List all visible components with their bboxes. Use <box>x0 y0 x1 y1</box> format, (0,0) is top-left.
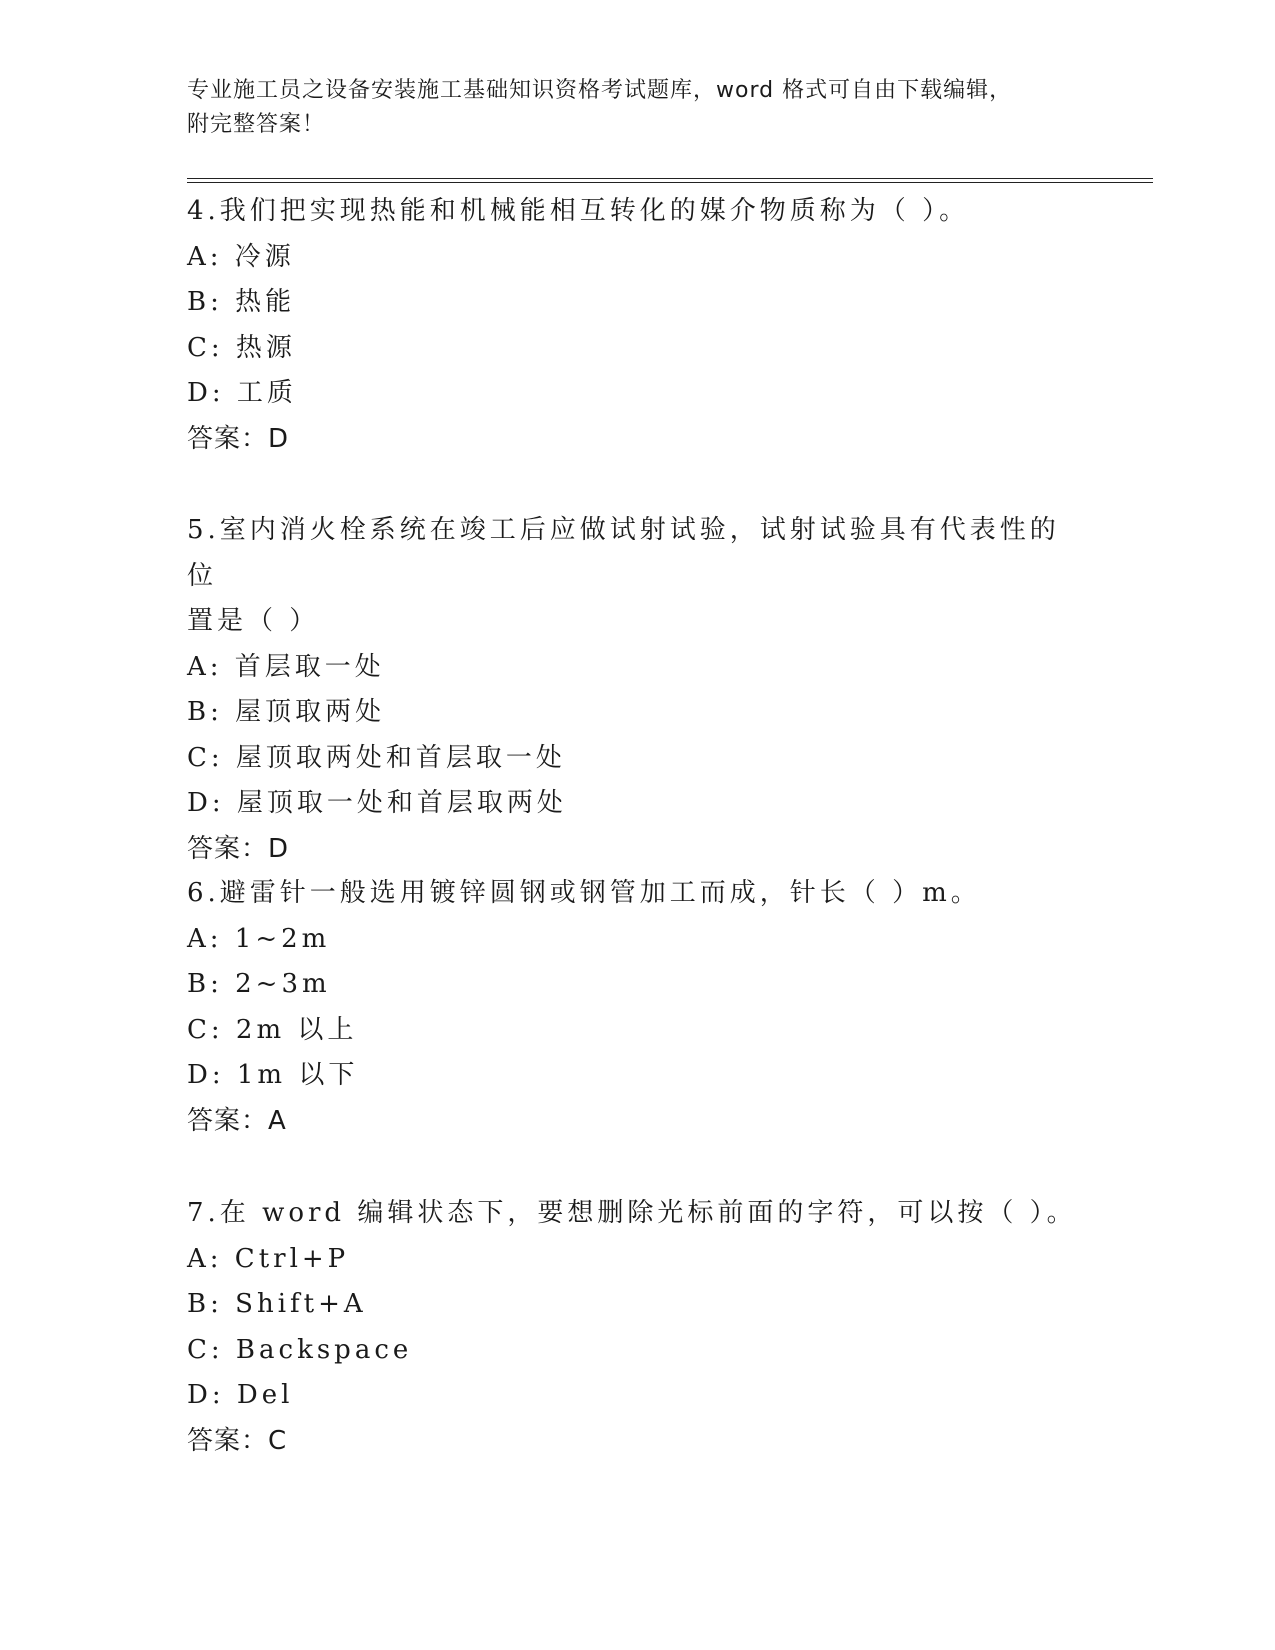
option-d: D: 1m 以下 <box>187 1060 359 1090</box>
option-a: A: 冷源 <box>187 241 295 272</box>
question-stem: 4.我们把实现热能和机械能相互转化的媒介物质称为（ ）。 <box>187 196 970 226</box>
question-4 <box>187 189 1087 462</box>
question-stem: 6.避雷针一般选用镀锌圆钢或钢管加工而成，针长（ ）m。 <box>187 878 981 908</box>
answer: 答案：D <box>187 833 290 864</box>
option-a: A: 1~2m <box>187 923 331 954</box>
question-stem: 5.室内消火栓系统在竣工后应做试射试验，试射试验具有代表性的位 <box>187 515 1060 591</box>
header-line-1: 专业施工员之设备安装施工基础知识资格考试题库，word 格式可自由下载编辑， <box>187 78 1013 103</box>
question-6 <box>187 871 1087 1144</box>
option-d: D: 工质 <box>187 378 297 408</box>
option-c: C: Backspace <box>187 1334 413 1365</box>
question-7 <box>187 1191 1087 1464</box>
header-divider-bottom <box>187 182 1153 183</box>
answer: 答案：D <box>187 423 290 454</box>
option-d: D: 屋顶取一处和首层取两处 <box>187 788 567 818</box>
header-line-2: 附完整答案！ <box>187 112 326 137</box>
answer: 答案：C <box>187 1425 288 1456</box>
question-stem-continued: 置是（ ） <box>187 606 320 636</box>
option-b: B: 热能 <box>187 287 296 317</box>
question-5 <box>187 508 1087 872</box>
question-stem: 7.在 word 编辑状态下，要想删除光标前面的字符，可以按（ ）。 <box>187 1198 1077 1228</box>
option-a: A: Ctrl+P <box>187 1243 350 1274</box>
option-c: C: 2m 以上 <box>187 1014 358 1045</box>
option-b: B: 2~3m <box>187 969 331 999</box>
answer: 答案：A <box>187 1105 287 1136</box>
option-b: B: Shift+A <box>187 1289 367 1319</box>
option-b: B: 屋顶取两处 <box>187 697 386 727</box>
header-divider-top <box>187 178 1153 179</box>
document-header <box>187 74 1087 142</box>
option-c: C: 热源 <box>187 332 296 363</box>
option-c: C: 屋顶取两处和首层取一处 <box>187 742 566 773</box>
option-a: A: 首层取一处 <box>187 651 385 682</box>
option-d: D: Del <box>187 1380 294 1410</box>
